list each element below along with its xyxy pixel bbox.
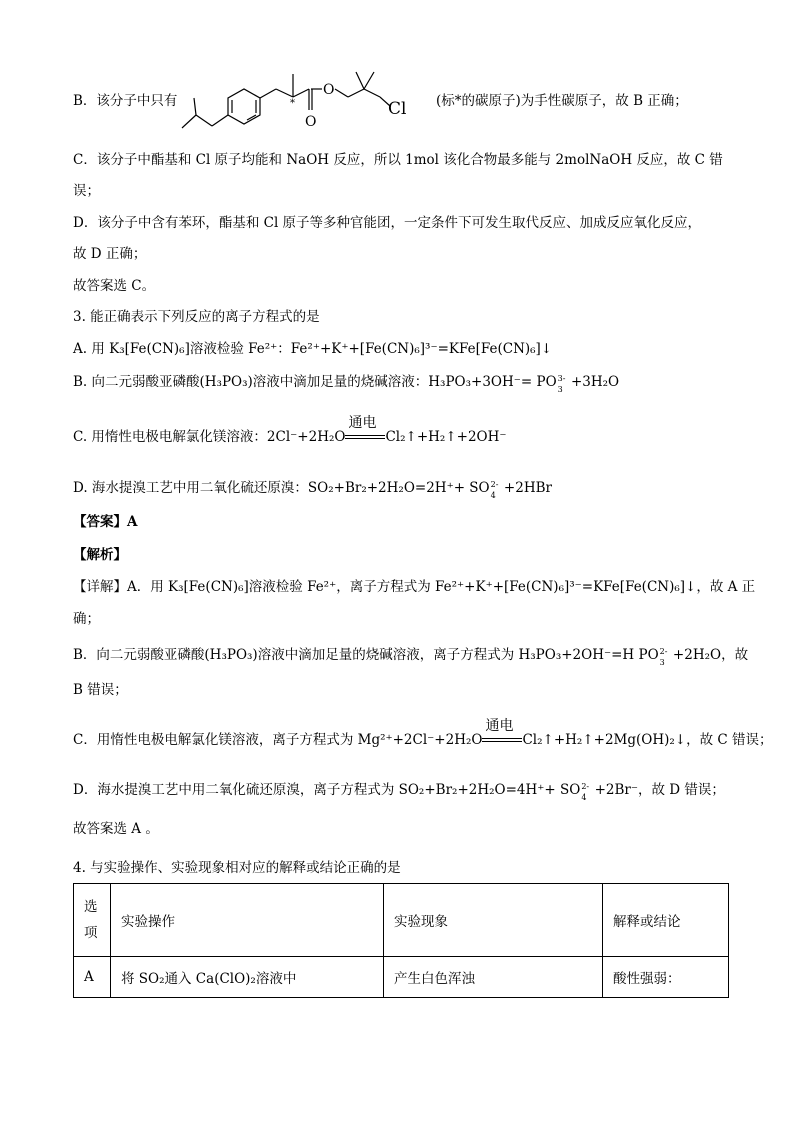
q3-detail-b-ion-charge: 2- 3 [659,647,668,667]
table-cell: 酸性强弱： [603,957,729,998]
q3-c-pre: C. 用惰性电极电解氯化镁溶液：2Cl⁻+2H₂O [73,429,346,445]
q3-option-d [73,478,552,498]
q3-stem: 3. 能正确表示下列反应的离子方程式的是 [73,309,320,325]
table-cell: 产生白色浑浊 [384,957,603,998]
q3-detail-d-pre: D．海水提溴工艺中用二氧化硫还原溴，离子方程式为 SO₂+Br₂+2H₂O=4H⁺+ SO [73,782,581,798]
molecule-structure [178,62,418,137]
q3-d-post: +2HBr [499,480,552,496]
q3-detail-c-post: Cl₂↑+H₂↑+2Mg(OH)₂↓，故 C 错误； [522,732,773,748]
q4-stem: 4. 与实验操作、实验现象相对应的解释或结论正确的是 [73,860,401,876]
table-cell: 将 SO₂通入 Ca(ClO)₂溶液中 [111,957,384,998]
q3-b-pre: B. 向二元弱酸亚磷酸(H₃PO₃)溶液中滴加足量的烧碱溶液：H₃PO₃+3OH⁻= PO [73,374,557,390]
carbonyl-oxygen: O [305,114,317,130]
q3-detail-a1: 【详解】A．用 K₃[Fe(CN)₆]溶液检验 Fe²⁺，离子方程式为 Fe²⁺+K⁺+[Fe(CN)₆]³⁻=KFe[Fe(CN)₆]↓，故 A 正 [73,579,756,595]
item-b-suffix: (标*的碳原子)为手性碳原子，故 B 正确； [436,93,688,109]
q3-detail-b2: B 错误； [73,682,128,698]
q3-detail-b-pre: B．向二元弱酸亚磷酸(H₃PO₃)溶液中滴加足量的烧碱溶液，离子方程式为 H₃PO₃+2OH⁻=H PO [73,647,659,663]
item-c-line2: 误； [73,183,100,199]
q3-detail-c-pre: C．用惰性电极电解氯化镁溶液，离子方程式为 Mg²⁺+2Cl⁻+2H₂O [73,732,483,748]
ester-oxygen: O [323,82,335,98]
item-b-line [73,91,177,111]
q3-d-ion-charge: 2- 4 [490,480,499,500]
item-b-prefix: B．该分子中只有 [73,93,178,109]
q3-option-a: A. 用 K₃[Fe(CN)₆]溶液检验 Fe²⁺：Fe²⁺+K⁺+[Fe(CN)₆]³⁻=KFe[Fe(CN)₆]↓ [73,341,553,357]
q3-c-post: Cl₂↑+H₂↑+2OH⁻ [385,429,507,445]
q3-answer-tag: 【答案】A [73,514,138,530]
item-d-line2: 故 D 正确； [73,246,147,262]
table-header-cell: 实验操作 [111,884,384,957]
electrolysis-arrow-detail: 通电 [482,728,522,748]
table-header-cell: 选 项 [74,884,111,957]
table-cell: A [74,957,111,998]
answer-q2: 故答案选 C。 [73,278,156,294]
q3-detail-a2: 确； [73,611,100,627]
electrolysis-arrow: 通电 [345,425,385,445]
q3-detail-b1 [73,645,748,665]
q3-detail-c [73,718,773,750]
q3-final-answer: 故答案选 A 。 [73,821,159,837]
q3-detail-d-post: +2Br⁻，故 D 错误； [590,782,725,798]
q3-b-post: +3H₂O [566,374,620,390]
table-header-cell: 解释或结论 [603,884,729,957]
chiral-star: * [290,98,295,109]
q3-detail-d [73,780,725,800]
q4-table [73,883,729,998]
table-header-cell: 实验现象 [384,884,603,957]
item-d-line1: D．该分子中含有苯环，酯基和 Cl 原子等多种官能团，一定条件下可发生取代反应、加成反应氧化反应， [73,215,702,231]
q3-option-c [73,415,507,447]
q3-option-b [73,372,619,392]
q3-b-ion-charge: 3- 3 [557,374,566,394]
table-row [74,957,729,998]
q3-d-pre: D. 海水提溴工艺中用二氧化硫还原溴：SO₂+Br₂+2H₂O=2H⁺+ SO [73,480,490,496]
q3-detail-d-ion-charge: 2- 4 [581,782,590,802]
chlorine-atom: Cl [388,99,407,119]
table-header-row [74,884,729,957]
item-c-line1: C．该分子中酯基和 Cl 原子均能和 NaOH 反应，所以 1mol 该化合物最多能与 2molNaOH 反应，故 C 错 [73,152,723,168]
q3-detail-b-post: +2H₂O，故 [668,647,749,663]
q3-analysis-tag: 【解析】 [73,547,127,563]
